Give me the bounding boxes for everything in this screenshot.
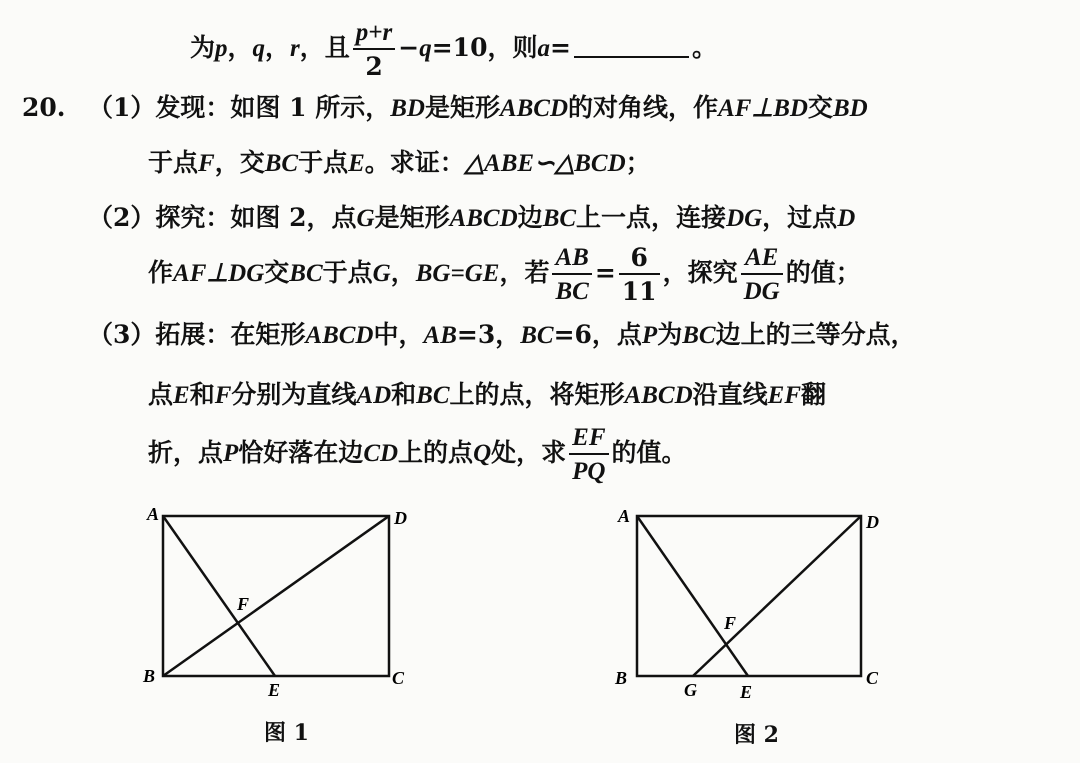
math: EF (767, 382, 802, 409)
label-b: B (615, 668, 628, 688)
text: = (594, 258, 616, 287)
segment-dg (693, 516, 861, 676)
label-c: C (392, 668, 405, 688)
text: ，探究 (662, 258, 738, 287)
text: 为 (190, 33, 216, 62)
text: （2）探究：如图 2，点 (88, 203, 357, 232)
text: 处，求 (491, 438, 567, 467)
text: ， (390, 258, 416, 287)
label-f: F (724, 613, 737, 633)
fraction-numerator: 6 (619, 245, 660, 275)
segment-ae (637, 516, 748, 676)
fraction-denominator: 11 (621, 277, 657, 306)
text: ，且 (299, 33, 350, 62)
label-f: F (237, 594, 250, 614)
math: BG=GE (415, 260, 500, 287)
text: 分别为直线 (231, 380, 357, 409)
label-c: C (866, 668, 879, 688)
math: F (198, 150, 215, 177)
fraction-numerator: p+r (353, 20, 395, 50)
math: AD (356, 382, 392, 409)
math: F (214, 382, 232, 409)
text: 于点 (322, 258, 373, 287)
fraction-denominator: PQ (572, 458, 606, 485)
label-d: D (866, 512, 879, 532)
figure-1-caption: 图 1 (264, 720, 309, 746)
label-a: A (618, 506, 631, 526)
text: 于点 (148, 148, 199, 177)
text: 的值； (785, 258, 861, 287)
math: D (837, 205, 856, 232)
text: （3）拓展：在矩形 (88, 320, 306, 349)
text: 上一点，连接 (576, 203, 727, 232)
label-b: B (143, 666, 156, 686)
rect-abcd (637, 516, 861, 676)
math: ABCD (449, 205, 518, 232)
label-g: G (684, 680, 697, 700)
text: =3， (456, 320, 521, 349)
text: 为 (657, 320, 683, 349)
math: P (223, 440, 239, 467)
question-number: 20. (22, 93, 66, 122)
var-p: p (215, 35, 228, 62)
fraction-numerator: EF (569, 425, 608, 455)
fraction-numerator: AE (741, 245, 783, 275)
text: ， (265, 33, 291, 62)
math: AF⊥DG (173, 260, 265, 287)
math: Q (473, 440, 492, 467)
math: P (641, 322, 658, 349)
figure-2-caption: 图 2 (734, 722, 779, 748)
math: AF⊥BD (718, 95, 808, 122)
math: AB (423, 322, 457, 349)
math: G (372, 260, 391, 287)
text: （1）发现：如图 1 所示， (88, 93, 391, 122)
text: 和 (189, 380, 215, 409)
text: 交 (264, 258, 290, 287)
math: ABCD (499, 95, 569, 122)
text: 。求证： (364, 148, 465, 177)
text: 翻 (801, 380, 827, 409)
math: ABCD (624, 382, 693, 409)
math: G (356, 205, 375, 232)
fraction-denominator: 2 (365, 52, 383, 81)
label-e: E (740, 682, 753, 702)
label-a: A (147, 504, 160, 524)
text: ， (227, 33, 253, 62)
math: BC (416, 382, 450, 409)
fraction-denominator: BC (555, 278, 589, 305)
fraction-denominator: DG (743, 278, 780, 305)
var-q: q (419, 35, 432, 62)
math: ABCD (305, 322, 374, 349)
label-d: D (394, 508, 407, 528)
text: ，过点 (762, 203, 838, 232)
text: − (398, 33, 420, 62)
text: 上的点，将矩形 (449, 380, 625, 409)
var-r: r (290, 35, 300, 62)
figure-2 (614, 506, 879, 702)
text: 交 (807, 93, 833, 122)
math: △ABE∽△BCD (464, 150, 626, 177)
fraction-numerator: AB (552, 245, 591, 275)
text: 是矩形 (424, 93, 500, 122)
math: BD (390, 95, 425, 122)
math: E (173, 382, 190, 409)
text: 点 (148, 380, 174, 409)
math: CD (363, 440, 399, 467)
math: BC (289, 260, 323, 287)
text: 是矩形 (374, 203, 450, 232)
text: 折，点 (148, 438, 224, 467)
math: BC (682, 322, 716, 349)
text: 的对角线，作 (568, 93, 719, 122)
text: 边 (517, 203, 543, 232)
text: 边上的三等分点， (715, 320, 916, 349)
text: ； (625, 148, 651, 177)
text: 恰好落在边 (238, 438, 364, 467)
text: = (549, 33, 571, 62)
text: ，交 (214, 148, 265, 177)
text: 和 (391, 380, 417, 409)
text: 上的点 (398, 438, 474, 467)
text: =10，则 (431, 33, 538, 62)
text: 于点 (298, 148, 349, 177)
var-q: q (252, 35, 266, 62)
math: E (348, 150, 365, 177)
math: DG (726, 205, 763, 232)
math: BC (542, 205, 577, 232)
text: 沿直线 (692, 380, 768, 409)
text: 中， (373, 320, 424, 349)
text: ，若 (499, 258, 550, 287)
label-e: E (268, 680, 281, 700)
text: =6，点 (553, 320, 642, 349)
math: BC (520, 322, 554, 349)
math: BC (264, 150, 299, 177)
text: 作 (148, 258, 174, 287)
segment-ae (163, 516, 275, 676)
var-a: a (537, 35, 550, 62)
text: 的值。 (611, 438, 687, 467)
math: BD (832, 95, 868, 122)
segment-bd (163, 516, 389, 676)
text: 。 (691, 33, 717, 62)
